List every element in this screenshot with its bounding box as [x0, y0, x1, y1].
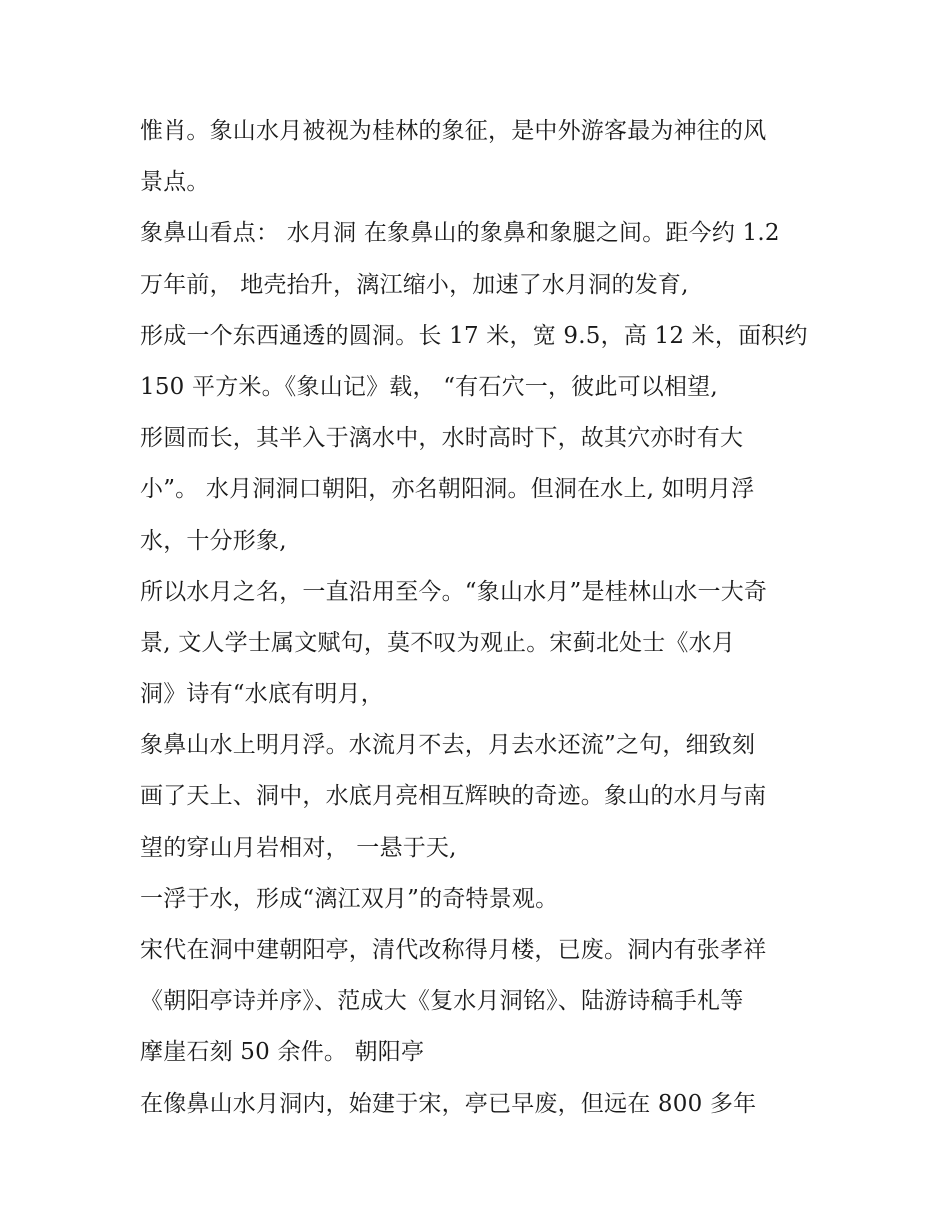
text-line: 象鼻山水上明月浮。水流月不去，月去水还流”之句，细致刻: [140, 732, 756, 759]
text-line: 在像鼻山水月洞内，始建于宋，亭已早废，但远在 800 多年: [140, 1090, 757, 1117]
text-line: 小”。 水月洞洞口朝阳，亦名朝阳洞。但洞在水上, 如明月浮: [140, 476, 755, 503]
body-text: [140, 106, 830, 1130]
text-line: 摩崖石刻 50 余件。 朝阳亭: [140, 1039, 425, 1066]
text-line: 景点。: [140, 169, 210, 196]
text-line: 形圆而长，其半入于漓水中，水时高时下，故其穴亦时有大: [140, 425, 744, 452]
text-line: 水，十分形象,: [140, 527, 287, 554]
text-line: 形成一个东西通透的圆洞。长 17 米，宽 9.5，高 12 米，面积约: [140, 322, 808, 349]
text-line: 万年前， 地壳抬升，漓江缩小，加速了水月洞的发育,: [140, 271, 689, 298]
text-line: 所以水月之名，一直沿用至今。“象山水月”是桂林山水一大奇: [140, 578, 768, 605]
text-line: 《朝阳亭诗并序》、范成大《复水月洞铭》、陆游诗稿手札等: [140, 988, 744, 1015]
text-line: 洞》诗有“水底有明月，: [140, 681, 384, 708]
text-line: 一浮于水，形成“漓江双月”的奇特景观。: [140, 885, 559, 912]
text-line: 象鼻山看点： 水月洞 在象鼻山的象鼻和象腿之间。距今约 1.2: [140, 220, 780, 247]
text-line: 宋代在洞中建朝阳亭，清代改称得月楼，已废。洞内有张孝祥: [140, 937, 767, 963]
text-line: 望的穿山月岩相对， 一悬于天,: [140, 834, 457, 861]
text-line: 画了天上、洞中，水底月亮相互辉映的奇迹。象山的水月与南: [140, 783, 767, 810]
text-line: 惟肖。象山水月被视为桂林的象征，是中外游客最为神往的风: [140, 118, 767, 144]
text-line: 150 平方米。《象山记》载， “有石穴一，彼此可以相望,: [140, 373, 718, 400]
text-line: 景, 文人学士属文赋句，莫不叹为观止。宋蓟北处士《水月: [140, 629, 736, 656]
